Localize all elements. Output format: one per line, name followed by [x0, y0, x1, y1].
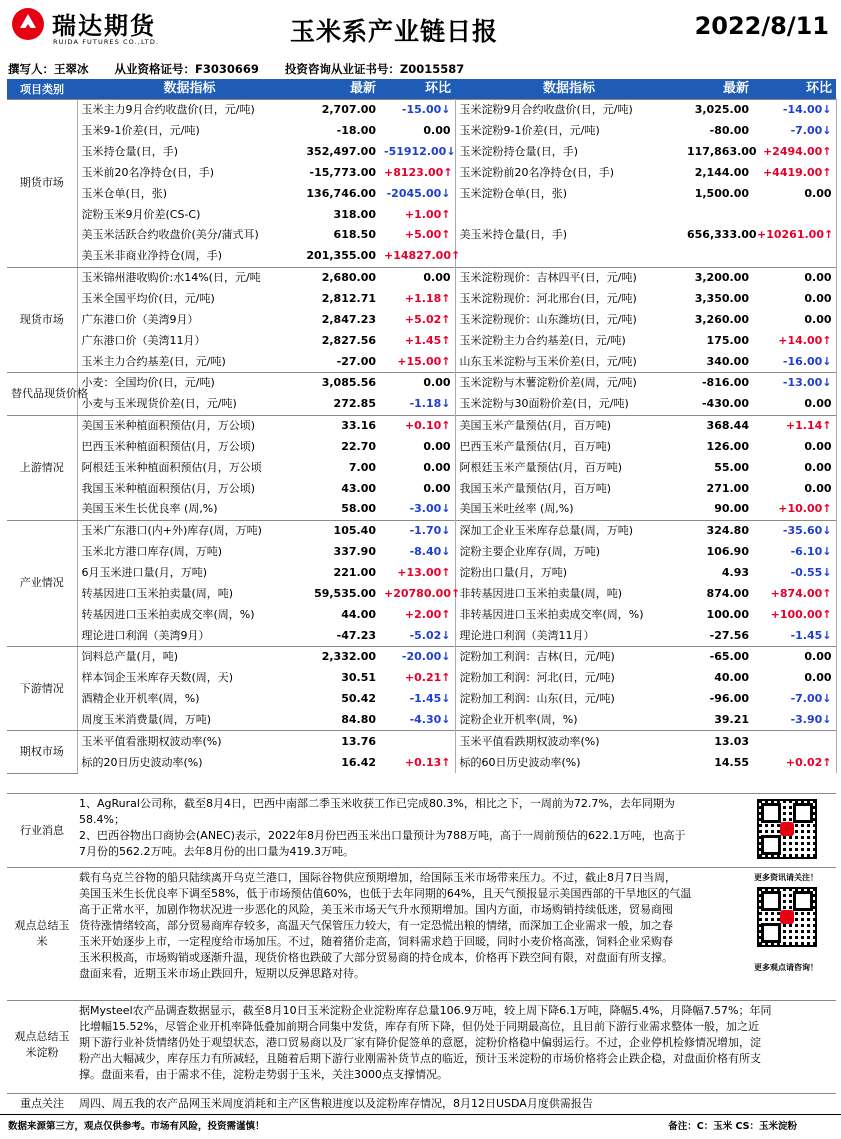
text-line: 货待涨情绪较高，部分贸易商库存较多，高温天气保管压力较大，有一定恐慌出粮的情绪，而深加工企业需求一般，加之春 [79, 919, 673, 932]
table-row [7, 752, 836, 773]
change-cell: +1.00↑ [380, 204, 455, 225]
latest-cell: -47.23 [336, 628, 376, 642]
change-cell: +14.00↑ [753, 330, 836, 351]
category-cell: 现货市场 [7, 267, 77, 372]
focus-section [7, 1093, 836, 1114]
indicator-cell: 我国玉米产量预估(月，百万吨) [455, 478, 683, 499]
indicator-cell: 玉米淀粉现价：吉林四平(日，元/吨) [455, 267, 683, 288]
table-row [7, 204, 836, 225]
latest-cell: 13.03 [683, 731, 753, 752]
logo-text-en: RUIDA FUTURES CO.,LTD. [53, 38, 160, 46]
report-header [0, 0, 841, 56]
change-cell: +20780.00↑ [380, 583, 455, 604]
indicator-cell [455, 204, 683, 225]
indicator-cell: 玉米主力合约基差(日，元/吨) [77, 351, 302, 372]
view-starch-label: 观点总结玉米淀粉 [14, 1030, 70, 1059]
table-row [7, 604, 836, 625]
indicator-cell: 酒精企业开机率(周，%) [77, 689, 302, 710]
focus-label: 重点关注 [20, 1097, 64, 1110]
table-row [7, 457, 836, 478]
change-cell: -20.00↓ [380, 646, 455, 667]
latest-cell: 340.00 [706, 354, 749, 368]
change-cell: 0.00 [753, 437, 836, 458]
table-row [7, 731, 836, 752]
change-cell: +10.00↑ [753, 499, 836, 520]
qr-code-icon [757, 887, 817, 947]
table-row [7, 183, 836, 204]
industry-news-label: 行业消息 [20, 824, 64, 837]
indicator-cell: 玉米平值看涨期权波动率(%) [77, 731, 302, 752]
change-cell: 0.00 [753, 457, 836, 478]
table-row [7, 583, 836, 604]
latest-cell: 84.80 [341, 712, 376, 726]
category-cell: 上游情况 [7, 415, 77, 520]
indicator-cell: 山东玉米淀粉与玉米价差(日，元/吨) [455, 351, 683, 372]
text-line: 玉米开始逐步上市，一定程度给市场加压。不过，随着猪价走高，饲料需求趋于回暖，同时小麦价格高涨，饲料企业采购春 [79, 935, 673, 948]
indicator-cell: 玉米平值看跌期权波动率(%) [455, 731, 683, 752]
indicator-cell: 小麦与玉米现货价差(日，元/吨) [77, 394, 302, 415]
change-cell: -8.40↓ [380, 542, 455, 563]
change-cell: 0.00 [380, 121, 455, 142]
text-line: 玉米积极高，市场购销或逐渐升温，现货价格也跌破了大部分贸易商的持仓成本，价格再下跌空间有限，对盘面有所支撑。 [79, 951, 673, 964]
view-corn-section [7, 867, 836, 1001]
latest-cell: 100.00 [706, 607, 749, 621]
latest-cell: 175.00 [706, 333, 749, 347]
latest-cell: 55.00 [714, 460, 749, 474]
latest-cell: -15,773.00 [309, 165, 376, 179]
table-row [7, 267, 836, 288]
change-cell [753, 731, 836, 752]
change-cell: 0.00 [753, 668, 836, 689]
view-corn-text [79, 870, 751, 982]
change-cell: -5.02↓ [380, 625, 455, 646]
latest-cell: -65.00 [683, 646, 753, 667]
table-row [7, 163, 836, 184]
change-cell: -4.30↓ [380, 709, 455, 730]
change-cell: 0.00 [753, 183, 836, 204]
indicator-cell: 美玉米非商业净持仓(周，手) [77, 246, 302, 267]
latest-cell [683, 204, 753, 225]
latest-cell: 874.00 [706, 586, 749, 600]
latest-cell: 352,497.00 [306, 145, 376, 159]
category-cell: 期权市场 [7, 731, 77, 773]
latest-cell: 2,812.71 [321, 292, 376, 306]
text-line: 载有乌克兰谷物的船只陆续离开乌克兰港口，国际谷物供应预期增加，给国际玉米市场带来压力。不过，截止8月7日当周， [79, 871, 676, 884]
change-cell: 0.00 [380, 437, 455, 458]
change-cell: +0.02↑ [753, 752, 836, 773]
change-cell: +0.10↑ [380, 415, 455, 436]
change-cell: -15.00↓ [380, 100, 455, 121]
table-row [7, 520, 836, 541]
latest-cell: 221.00 [333, 565, 376, 579]
table-row [7, 542, 836, 563]
latest-cell: 656,333.00 [687, 228, 757, 242]
latest-cell: 16.42 [341, 755, 376, 769]
change-cell: -0.55↓ [753, 563, 836, 584]
indicator-cell: 淀粉加工利润：吉林(日，元/吨) [455, 646, 683, 667]
change-cell: +4419.00↑ [753, 163, 836, 184]
indicator-cell: 玉米北方港口库存(周，万吨) [77, 542, 302, 563]
authors-line [8, 61, 486, 77]
table-row [7, 499, 836, 520]
table-row [7, 563, 836, 584]
indicator-cell: 玉米淀粉持仓量(日，手) [455, 142, 683, 163]
latest-cell: 3,025.00 [683, 100, 753, 121]
latest-cell: 1,500.00 [694, 186, 749, 200]
text-line: 据Mysteel农产品调查数据显示，截至8月10日玉米淀粉企业淀粉库存总量106.9万吨，较上周下降6.1万吨，降幅5.4%，月降幅7.57%；年同 [79, 1004, 772, 1017]
consult-number: 投资咨询从业证书号：Z0015587 [284, 62, 465, 76]
change-cell: +1.18↑ [380, 289, 455, 310]
latest-cell: 4.93 [721, 565, 749, 579]
indicator-cell: 玉米全国平均价(日，元/吨) [77, 289, 302, 310]
latest-cell: 22.70 [341, 439, 376, 453]
indicator-cell: 玉米仓单(日，张) [77, 183, 302, 204]
change-cell: +5.02↑ [380, 309, 455, 330]
table-row [7, 709, 836, 730]
change-cell: -16.00↓ [753, 351, 836, 372]
latest-cell: 43.00 [341, 481, 376, 495]
latest-cell: 106.90 [706, 545, 749, 559]
latest-cell: 13.76 [302, 731, 380, 752]
latest-cell: 3,085.56 [302, 372, 380, 393]
change-cell: +13.00↑ [380, 563, 455, 584]
change-cell: -1.18↓ [380, 394, 455, 415]
change-cell: -3.00↓ [380, 499, 455, 520]
table-row [7, 289, 836, 310]
table-row [7, 330, 836, 351]
indicator-cell: 美玉米持仓量(日，手) [455, 225, 683, 246]
table-row [7, 142, 836, 163]
indicator-cell: 淀粉出口量(月，万吨) [455, 563, 683, 584]
header-latest: 最新 [302, 79, 380, 100]
indicator-cell: 玉米淀粉现价：山东潍坊(日，元/吨) [455, 309, 683, 330]
latest-cell: 30.51 [341, 671, 376, 685]
indicator-cell: 淀粉企业开机率(周，%) [455, 709, 683, 730]
latest-cell: -27.56 [709, 628, 749, 642]
header-latest-2: 最新 [683, 79, 753, 100]
latest-cell: 59,535.00 [314, 586, 376, 600]
table-row [7, 225, 836, 246]
indicator-cell: 玉米淀粉与木薯淀粉价差(周，元/吨) [455, 372, 683, 393]
page-title: 玉米系产业链日报 [290, 17, 499, 46]
indicator-cell: 美国玉米生长优良率 (周,%) [77, 499, 302, 520]
latest-cell: 2,332.00 [302, 646, 380, 667]
indicator-cell: 淀粉加工利润：山东(日，元/吨) [455, 689, 683, 710]
latest-cell: 201,355.00 [306, 249, 376, 263]
change-cell: -7.00↓ [753, 689, 836, 710]
change-cell: +2494.00↑ [753, 142, 836, 163]
focus-text: 周四、周五我的农产品网玉米周度消耗和主产区售粮进度以及淀粉库存情况，8月12日USDA月度供需报告 [79, 1097, 593, 1110]
table-header [7, 79, 836, 100]
text-line: 期下游行业补货情绪仍处于观望状态，港口贸易商以及厂家有降价促签单的意愿，淀粉价格稳中偏弱运行。不过，企业停机检修情况增加，淀 [79, 1036, 761, 1049]
category-cell: 替代品现货价格 [7, 372, 77, 415]
industry-news-text [79, 796, 749, 860]
change-cell [380, 731, 455, 752]
latest-cell: 324.80 [683, 520, 753, 541]
indicator-cell: 玉米9-1价差(日，元/吨) [77, 121, 302, 142]
latest-cell: 2,680.00 [302, 267, 380, 288]
writer: 撰写人：王翠冰 [8, 62, 89, 76]
latest-cell: 40.00 [714, 671, 749, 685]
table-row [7, 437, 836, 458]
indicator-cell: 美国玉米吐丝率 (周,%) [455, 499, 683, 520]
change-cell: 0.00 [380, 267, 455, 288]
indicator-cell: 小麦：全国均价(日，元/吨) [77, 372, 302, 393]
latest-cell: 105.40 [302, 520, 380, 541]
industry-news-section [7, 793, 836, 868]
indicator-cell: 样本饲企玉米库存天数(周，天) [77, 668, 302, 689]
header-change-2: 环比 [753, 79, 836, 100]
table-row [7, 100, 836, 121]
latest-cell: 2,144.00 [694, 165, 749, 179]
change-cell: -1.70↓ [380, 520, 455, 541]
latest-cell: 14.55 [714, 755, 749, 769]
change-cell: -3.90↓ [753, 709, 836, 730]
indicator-cell: 玉米淀粉仓单(日，张) [455, 183, 683, 204]
indicator-cell: 非转基因进口玉米拍卖成交率(周，%) [455, 604, 683, 625]
view-corn-label: 观点总结玉米 [14, 919, 70, 948]
text-line: 1、AgRural公司称，截至8月4日，巴西中南部二季玉米收获工作已完成80.3%，相比之下，一周前为72.7%，去年同期为 [79, 797, 675, 810]
table-row [7, 689, 836, 710]
indicator-cell [455, 246, 683, 267]
change-cell: -2045.00↓ [380, 183, 455, 204]
change-cell: -13.00↓ [753, 372, 836, 393]
change-cell [753, 246, 836, 267]
change-cell: -14.00↓ [753, 100, 836, 121]
change-cell: 0.00 [753, 267, 836, 288]
indicator-cell: 玉米淀粉9月合约收盘价(日，元/吨) [455, 100, 683, 121]
table-row [7, 351, 836, 372]
indicator-cell: 巴西玉米种植面积预估(月，万公顷) [77, 437, 302, 458]
latest-cell: 39.21 [714, 712, 749, 726]
table-row [7, 625, 836, 646]
qr-label-consult: 更多观点请咨询！ [754, 963, 818, 972]
latest-cell: -816.00 [683, 372, 753, 393]
ruida-logo-icon [10, 6, 46, 42]
indicator-cell: 玉米淀粉主力合约基差(日，元/吨) [455, 330, 683, 351]
data-table [7, 79, 837, 774]
change-cell: -1.45↓ [753, 625, 836, 646]
latest-cell: 50.42 [341, 692, 376, 706]
text-line: 高于正常水平，加剧作物状况进一步恶化的风险，美玉米市场天气升水预期增加。国内方面，市场购销持续低迷，贸易商囤 [79, 903, 673, 916]
text-line: 比增幅15.52%，尽管企业开机率降低叠加前期合同集中发货，库存有所下降，但仍处于同期最高位，且目前下游行业需求整体一般，加之近 [79, 1020, 759, 1033]
report-date: 2022/8/11 [694, 12, 829, 40]
indicator-cell: 玉米前20名净持仓(日，手) [77, 163, 302, 184]
category-cell: 期货市场 [7, 100, 77, 268]
change-cell: +10261.00↑ [753, 225, 836, 246]
table-row [7, 478, 836, 499]
footer-divider [0, 1114, 841, 1115]
change-cell: +0.13↑ [380, 752, 455, 773]
indicator-cell: 玉米锦州港收购价:水14%(日，元/吨 [77, 267, 302, 288]
indicator-cell: 6月玉米进口量(月，万吨) [77, 563, 302, 584]
latest-cell: 2,827.56 [321, 333, 376, 347]
latest-cell: -430.00 [701, 397, 749, 411]
indicator-cell: 美玉米活跃合约收盘价(美分/蒲式耳) [77, 225, 302, 246]
change-cell: 0.00 [380, 457, 455, 478]
view-starch-section [7, 1000, 836, 1094]
indicator-cell: 广东港口价（美湾11月） [77, 330, 302, 351]
indicator-cell: 转基因进口玉米拍卖量(周，吨) [77, 583, 302, 604]
indicator-cell: 我国玉米种植面积预估(月，万公顷) [77, 478, 302, 499]
latest-cell: 368.44 [683, 415, 753, 436]
change-cell: -35.60↓ [753, 520, 836, 541]
table-row [7, 309, 836, 330]
table-row [7, 121, 836, 142]
latest-cell: 3,200.00 [683, 267, 753, 288]
category-cell: 下游情况 [7, 646, 77, 730]
header-change: 环比 [380, 79, 455, 100]
change-cell: +5.00↑ [380, 225, 455, 246]
indicator-cell: 周度玉米消费量(周，万吨) [77, 709, 302, 730]
indicator-cell: 美国玉米产量预估(月，百万吨) [455, 415, 683, 436]
latest-cell: 2,847.23 [321, 312, 376, 326]
qr-code-icon [757, 799, 817, 859]
change-cell: +0.21↑ [380, 668, 455, 689]
change-cell [753, 204, 836, 225]
indicator-cell: 淀粉加工利润：河北(日，元/吨) [455, 668, 683, 689]
latest-cell: -27.00 [336, 354, 376, 368]
latest-cell: -18.00 [336, 124, 376, 138]
footer-disclaimer: 数据来源第三方，观点仅供参考。市场有风险，投资需谨慎！ [8, 1121, 265, 1132]
header-indicator: 数据指标 [77, 79, 302, 100]
indicator-cell: 饲料总产量(月，吨) [77, 646, 302, 667]
change-cell: 0.00 [380, 372, 455, 393]
view-starch-text [79, 1003, 836, 1083]
indicator-cell: 巴西玉米产量预估(月，百万吨) [455, 437, 683, 458]
indicator-cell: 玉米淀粉与30面粉价差(日，元/吨) [455, 394, 683, 415]
change-cell: +1.14↑ [753, 415, 836, 436]
latest-cell: 90.00 [714, 502, 749, 516]
indicator-cell: 玉米淀粉9-1价差(日，元/吨) [455, 121, 683, 142]
change-cell: 0.00 [753, 478, 836, 499]
change-cell: +1.45↑ [380, 330, 455, 351]
indicator-cell: 理论进口利润（美湾11月） [455, 625, 683, 646]
header-indicator-2: 数据指标 [455, 79, 683, 100]
indicator-cell: 深加工企业玉米库存总量(周，万吨) [455, 520, 683, 541]
latest-cell: 271.00 [706, 481, 749, 495]
indicator-cell: 玉米持仓量(日，手) [77, 142, 302, 163]
change-cell: +8123.00↑ [380, 163, 455, 184]
indicator-cell: 标的20日历史波动率(%) [77, 752, 302, 773]
indicator-cell: 玉米淀粉现价：河北邢台(日，元/吨) [455, 289, 683, 310]
latest-cell: 3,260.00 [694, 312, 749, 326]
table-row [7, 246, 836, 267]
category-cell: 产业情况 [7, 520, 77, 646]
change-cell: -7.00↓ [753, 121, 836, 142]
indicator-cell: 玉米广东港口(内+外)库存(周，万吨) [77, 520, 302, 541]
indicator-cell: 淀粉主要企业库存(周，万吨) [455, 542, 683, 563]
latest-cell: 7.00 [348, 460, 376, 474]
change-cell: +874.00↑ [753, 583, 836, 604]
latest-cell: 618.50 [333, 228, 376, 242]
latest-cell: 58.00 [341, 502, 376, 516]
text-line: 盘面来看，近期玉米市场止跌回升，短期以反弹思路对待。 [79, 967, 365, 980]
latest-cell: 318.00 [333, 207, 376, 221]
table-row [7, 394, 836, 415]
indicator-cell: 淀粉玉米9月价差(CS-C) [77, 204, 302, 225]
table-row [7, 668, 836, 689]
change-cell: -1.45↓ [380, 689, 455, 710]
logo-text: 瑞达期货 [52, 12, 156, 40]
text-line: 美国玉米生长优良率下调至58%，低于市场预估值60%，也低于去年同期的64%，且天气预报显示美国西部的干旱地区的气温 [79, 887, 692, 900]
indicator-cell: 美国玉米种植面积预估(月，万公顷) [77, 415, 302, 436]
indicator-cell: 理论进口利润（美湾9月） [77, 625, 302, 646]
latest-cell: 272.85 [333, 397, 376, 411]
indicator-cell: 标的60日历史波动率(%) [455, 752, 683, 773]
qr-label-follow: 更多资讯请关注！ [754, 873, 818, 882]
latest-cell: 136,746.00 [306, 186, 376, 200]
indicator-cell: 非转基因进口玉米拍卖量(周，吨) [455, 583, 683, 604]
indicator-cell: 转基因进口玉米拍卖成交率(周，%) [77, 604, 302, 625]
change-cell: 0.00 [380, 478, 455, 499]
latest-cell: 3,350.00 [694, 292, 749, 306]
change-cell: 0.00 [753, 309, 836, 330]
indicator-cell: 玉米淀粉前20名净持仓(日，手) [455, 163, 683, 184]
latest-cell: 2,707.00 [302, 100, 380, 121]
change-cell: 0.00 [753, 289, 836, 310]
change-cell: 0.00 [753, 646, 836, 667]
change-cell: 0.00 [753, 394, 836, 415]
change-cell: +100.00↑ [753, 604, 836, 625]
change-cell: -6.10↓ [753, 542, 836, 563]
text-line: 撑。盘面来看，由于需求不佳，淀粉走势弱于玉米，关注3000点支撑情况。 [79, 1068, 448, 1081]
change-cell: +2.00↑ [380, 604, 455, 625]
footer-note: 备注：C：玉米 CS：玉米淀粉 [668, 1121, 797, 1132]
text-line: 2、巴西谷物出口商协会(ANEC)表示，2022年8月份巴西玉米出口量预计为788万吨，高于一周前预估的622.1万吨，也高于 [79, 829, 686, 842]
latest-cell: -80.00 [709, 124, 749, 138]
latest-cell: -96.00 [709, 692, 749, 706]
latest-cell: 117,863.00 [687, 145, 757, 159]
text-line: 粉产出大幅减少，库存压力有所减轻，且随着后期下游行业刚需补货节点的临近，预计玉米淀粉的市场价格将会止跌企稳，对盘面价格有所支 [79, 1052, 761, 1065]
table-row [7, 372, 836, 393]
indicator-cell: 广东港口价（美湾9月） [77, 309, 302, 330]
indicator-cell: 阿根廷玉米产量预估(月，百万吨) [455, 457, 683, 478]
latest-cell: 337.90 [333, 545, 376, 559]
change-cell: -51912.00↓ [380, 142, 455, 163]
change-cell: +14827.00↑ [380, 246, 455, 267]
table-row [7, 415, 836, 436]
table-row [7, 646, 836, 667]
qualification-number: 从业资格证号：F3030669 [114, 62, 259, 76]
header-category: 项目类别 [7, 79, 77, 100]
latest-cell: 126.00 [706, 439, 749, 453]
text-line: 7月份的562.2万吨。去年8月份的出口量为419.3万吨。 [79, 845, 354, 858]
latest-cell [683, 246, 753, 267]
indicator-cell: 阿根廷玉米种植面积预估(月，万公顷 [77, 457, 302, 478]
latest-cell: 44.00 [341, 607, 376, 621]
change-cell: +15.00↑ [380, 351, 455, 372]
indicator-cell: 玉米主力9月合约收盘价(日，元/吨) [77, 100, 302, 121]
text-line: 58.4%； [79, 813, 125, 826]
latest-cell: 33.16 [302, 415, 380, 436]
